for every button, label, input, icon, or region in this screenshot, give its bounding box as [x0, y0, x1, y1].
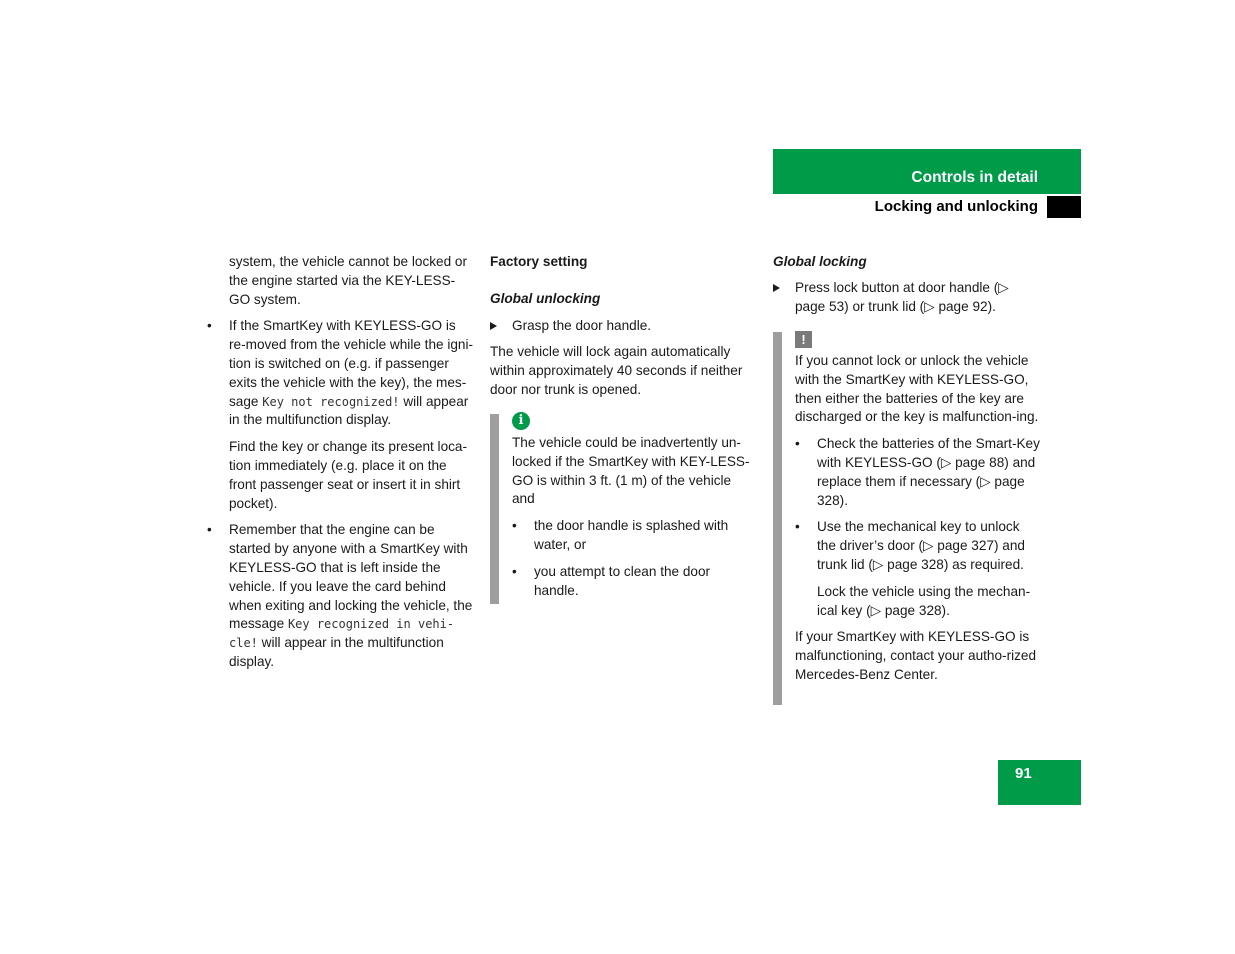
warning-closing-text: If your SmartKey with KEYLESS-GO is malfunctioning, contact your autho-rized Mercedes-Benz Center.: [795, 629, 1037, 682]
info-bar: [490, 414, 499, 604]
subheading-global-locking: Global locking: [773, 254, 867, 269]
step-arrow-icon: [773, 284, 780, 292]
bullet-paragraph: • If the SmartKey with KEYLESS-GO is re-moved from the vehicle while the igni-tion is switched on (e.g. if passenger exits the vehicle with the key), the mes-sage Key not recognized! will appear in the multifunction display.: [229, 318, 474, 428]
page-number: 91: [1015, 765, 1032, 782]
column-2: [490, 253, 756, 400]
info-note: [512, 412, 756, 600]
list-item: [207, 521, 475, 671]
bullet-paragraph: Lock the vehicle using the mechan-ical key (▷ page 328).: [817, 583, 1031, 618]
column-3: [773, 253, 1039, 316]
warning-bar: [773, 332, 782, 705]
info-icon: i: [512, 412, 530, 430]
list-item: • the door handle is splashed with water, or: [512, 517, 756, 555]
subsection-title: Locking and unlocking: [874, 198, 1038, 215]
info-text: The vehicle could be inadvertently un-locked if the SmartKey with KEY-LESS-GO is within 3 ft. (1 m) of the vehicle and: [512, 435, 750, 507]
warning-icon: !: [795, 331, 812, 348]
list-item: • Check the batteries of the Smart-Key with KEYLESS-GO (▷ page 88) and replace them if necessary (▷ page 328).: [795, 435, 1041, 510]
page-number-box: [998, 760, 1081, 805]
bullet-paragraph: Find the key or change its present loca-tion immediately (e.g. place it on the front passenger seat or insert it in shirt pocket).: [229, 439, 468, 511]
subheading-global-unlocking: Global unlocking: [490, 290, 601, 306]
column-1: [207, 253, 475, 672]
display-message: Key not recognized!: [262, 394, 400, 409]
instruction-step: Grasp the door handle.: [490, 317, 756, 336]
warning-note: [795, 331, 1041, 685]
bullet-paragraph: • Remember that the engine can be started by anyone with a SmartKey with KEYLESS-GO that is left inside the vehicle. If you leave the card behind when exiting and locking the vehicle, the message Key recognized in vehi-cle! will appear in the multifunction display.: [229, 522, 473, 669]
list-item: [795, 518, 1041, 620]
info-bullet-list: [512, 517, 756, 600]
heading-factory-setting: Factory setting: [490, 254, 588, 269]
col1-bullet-list: [207, 317, 475, 671]
instruction-step: Press lock button at door handle (▷ page 53) or trunk lid (▷ page 92).: [773, 279, 1039, 317]
step-arrow-icon: [490, 322, 497, 330]
subsection-marker: [1047, 196, 1081, 218]
warning-bullet-list: [795, 435, 1041, 620]
warning-text: If you cannot lock or unlock the vehicle with the SmartKey with KEYLESS-GO, then either the batteries of the key are discharged or the key is malfunction-ing.: [795, 353, 1039, 425]
display-message: Key recognized in vehi-cle!: [229, 617, 455, 651]
bullet-paragraph: • Use the mechanical key to unlock the driver’s door (▷ page 327) and trunk lid (▷ page 328) as required.: [817, 519, 1025, 572]
section-header-bar: [773, 149, 1081, 194]
intro-paragraph: system, the vehicle cannot be locked or the engine started via the KEY-LESS-GO system.: [229, 254, 468, 307]
body-paragraph: The vehicle will lock again automatically within approximately 40 seconds if neither door nor trunk is opened.: [490, 344, 743, 397]
list-item: [207, 317, 475, 513]
list-item: • you attempt to clean the door handle.: [512, 563, 756, 601]
section-title: Controls in detail: [911, 169, 1038, 186]
